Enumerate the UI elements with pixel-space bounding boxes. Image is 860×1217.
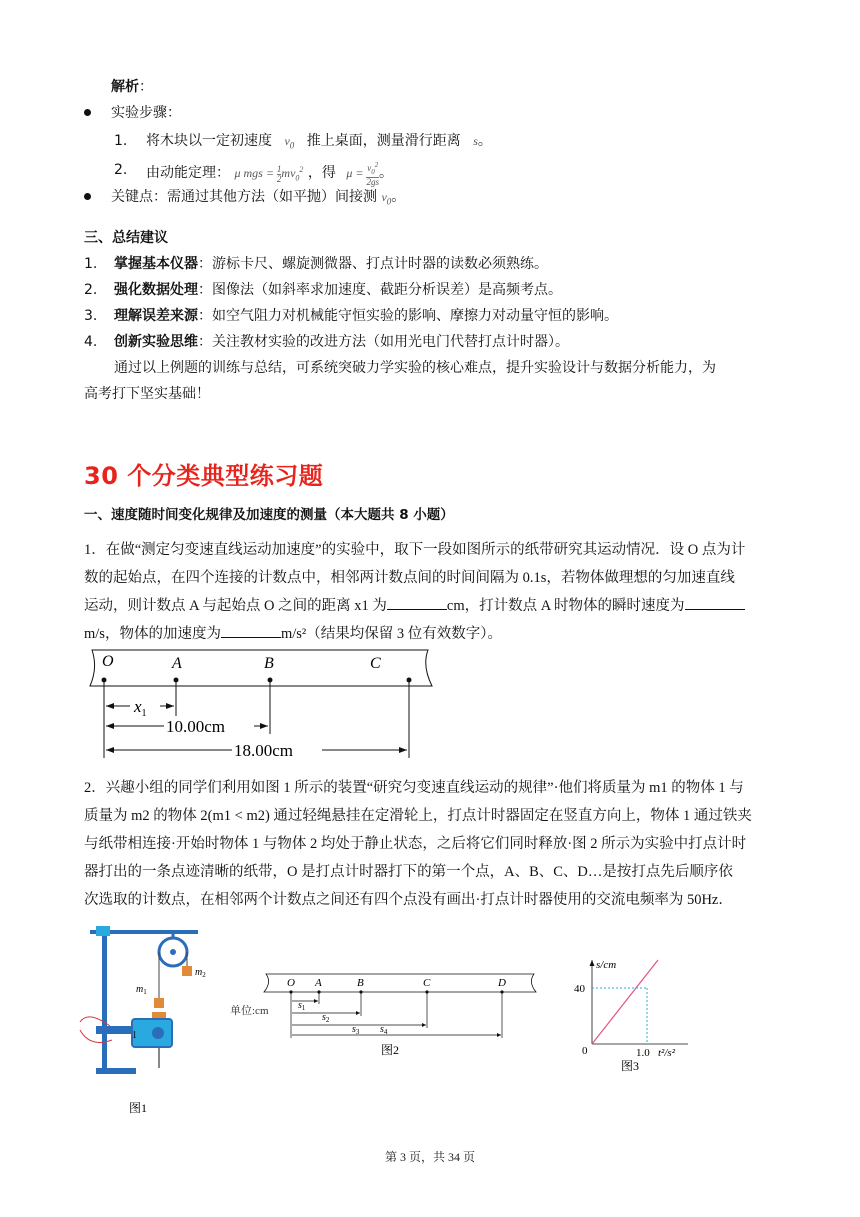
- mu-equation: μ = $\frac{v_0^2}{2gs}$: [346, 161, 379, 188]
- answer-blank[interactable]: [221, 623, 281, 638]
- fig3-caption: 图3: [620, 1059, 640, 1073]
- step1-line: [146, 131, 492, 155]
- tape-label: O: [287, 977, 295, 989]
- fig1-caption: 图1: [128, 1101, 148, 1115]
- origin-label: 0: [582, 1045, 588, 1057]
- summary-item: [114, 306, 618, 326]
- summary-heading: 三、总结建议: [84, 230, 168, 246]
- step2-mid: ，得: [307, 165, 336, 181]
- fig2-tape: [230, 970, 540, 1060]
- timer-mount: [96, 1026, 132, 1034]
- step-number: 2.: [114, 162, 128, 178]
- s2-label: $s_2$: [322, 1012, 330, 1024]
- tape-label-c: C: [370, 655, 381, 672]
- q2-text: 次选取的计数点，在相邻两个计数点之间还有四个点没有画出·打点计时器使用的交流电频率为 50Hz．: [84, 892, 733, 908]
- key-point: [111, 187, 405, 211]
- q2-text: 质量为 m2 的物体 2(m1 < m2) 通过轻绳悬挂在定滑轮上，打点计时器固定在竖直方向上，物体 1 通过铁夹: [84, 808, 752, 824]
- x-tick-label: 1.0: [636, 1047, 650, 1059]
- energy-equation: μ mgs = $\frac{1}{2}$ $mv_0^2$: [234, 163, 304, 184]
- summary-item-text: ：游标卡尺、螺旋测微器、打点计时器的读数必须熟练。: [198, 256, 548, 272]
- step2-line: [146, 160, 393, 188]
- tape-label-o: O: [102, 653, 114, 670]
- answer-blank[interactable]: [387, 595, 447, 610]
- step-title: 实验步骤：: [111, 105, 181, 121]
- summary-item-key: 创新实验思维: [114, 334, 198, 350]
- fig2-caption: 图2: [380, 1043, 400, 1057]
- step1-end: 。: [477, 133, 492, 149]
- step1-mid: 推上桌面，测量滑行距离: [306, 133, 461, 149]
- summary-closing: 高考打下坚实基础！: [84, 386, 210, 402]
- q1-text-part: 运动，则计数点 A 与起始点 O 之间的距离 x1 为: [84, 598, 387, 614]
- tape-point-c: [407, 678, 412, 683]
- x1-label: $x_1$: [134, 697, 147, 719]
- m2-label: $m_2$: [195, 967, 206, 979]
- summary-number: 2.: [84, 282, 98, 298]
- tape-label: B: [357, 977, 364, 989]
- fig1-apparatus: [76, 918, 216, 1118]
- q1-text: [84, 592, 745, 620]
- tape-label: A: [315, 977, 322, 989]
- q1-text: 1．在做“测定匀变速直线运动加速度”的实验中，取下一段如图所示的纸带研究其运动情况．设 O 点为计: [84, 542, 746, 558]
- summary-item-text: ：关注教材实验的改进方法（如用光电门代替打点计时器）。: [198, 334, 569, 350]
- s4-label: $s_4$: [380, 1024, 388, 1036]
- q1-text-part: m/s²（结果均保留 3 位有效数字）。: [280, 626, 502, 642]
- timer-dial: [152, 1027, 164, 1039]
- m1-label: $m_1$: [136, 984, 147, 996]
- stand-pole: [102, 928, 107, 1070]
- bullet-icon: [84, 193, 91, 200]
- summary-item-key: 强化数据处理: [114, 282, 198, 298]
- summary-number: 4.: [84, 334, 98, 350]
- analysis-colon: ：: [139, 79, 153, 95]
- x-axis-label: t²/s²: [658, 1047, 675, 1059]
- analysis-heading: [111, 77, 153, 97]
- pulley-axle: [170, 949, 176, 955]
- bullet-icon: [84, 109, 91, 116]
- tape-point-b: [268, 678, 273, 683]
- tape-label: D: [498, 977, 506, 989]
- tape-label-b: B: [264, 655, 274, 672]
- unit-label: 单位:cm: [230, 1005, 269, 1017]
- summary-item-key: 掌握基本仪器: [114, 256, 198, 272]
- section-heading: 一、速度随时间变化规律及加速度的测量（本大题共 8 小题）: [84, 507, 454, 523]
- arrow-icon: [590, 960, 595, 966]
- summary-closing: 通过以上例题的训练与总结，可系统突破力学实验的核心难点，提升实验设计与数据分析能力，为: [114, 360, 716, 376]
- summary-item: [114, 254, 548, 274]
- analysis-heading-text: 解析: [111, 79, 139, 95]
- y-tick-label: 40: [574, 983, 585, 995]
- clamp: [96, 926, 110, 936]
- q1-text: 数的起始点，在四个连接的计数点中，相邻两计数点间的时间间隔为 0.1s，若物体做理想的匀加速直线: [84, 570, 735, 586]
- body1-label: 1: [132, 1030, 137, 1041]
- summary-number: 1.: [84, 256, 98, 272]
- tape-outline: [264, 974, 536, 992]
- key-point-end: 。: [391, 189, 406, 205]
- q1-text: [84, 620, 502, 648]
- data-line: [592, 960, 658, 1044]
- answer-blank[interactable]: [685, 595, 745, 610]
- step1-prefix: 将木块以一定初速度: [146, 133, 272, 149]
- key-point-text: 关键点：需通过其他方法（如平抛）间接测: [111, 189, 377, 205]
- practice-title: 30 个分类典型练习题: [84, 462, 324, 490]
- distance-label: 10.00cm: [166, 717, 226, 736]
- v0-symbol: $v_0$: [381, 190, 392, 207]
- q1-text-part: m/s，物体的加速度为: [84, 626, 221, 642]
- summary-item-key: 理解误差来源: [114, 308, 198, 324]
- tape-point-o: [102, 678, 107, 683]
- fig3-graph: [570, 956, 700, 1074]
- step-number: 1.: [114, 133, 128, 149]
- page-footer: 第 3 页，共 34 页: [384, 1150, 475, 1164]
- arrow-icon: [314, 999, 501, 1037]
- q2-text: 2．兴趣小组的同学们利用如图 1 所示的装置“研究匀变速直线运动的规律”·他们将质量为 m1 的物体 1 与: [84, 780, 744, 796]
- q2-text: 与纸带相连接·开始时物体 1 与物体 2 均处于静止状态，之后将它们同时释放·图 2 所示为实验中打点计时: [84, 836, 747, 852]
- q2-text: 器打出的一条点迹清晰的纸带，O 是打点计时器打下的第一个点，A、B、C、D…是按打点先后顺序依: [84, 864, 733, 880]
- tape-label: C: [423, 977, 431, 989]
- step2-end: 。: [378, 165, 393, 181]
- summary-item-text: ：图像法（如斜率求加速度、截距分析误差）是高频考点。: [198, 282, 562, 298]
- summary-number: 3.: [84, 308, 98, 324]
- tape-point-a: [174, 678, 179, 683]
- step2-prefix: 由动能定理：: [146, 165, 230, 181]
- mass1-block: [154, 998, 164, 1008]
- distance-label: 18.00cm: [234, 741, 294, 760]
- v0-symbol: $v_0$: [284, 134, 295, 151]
- y-axis-label: s/cm: [596, 959, 617, 971]
- s1-label: $s_1$: [298, 1000, 306, 1012]
- summary-item: [114, 332, 569, 352]
- s-symbol: s: [473, 134, 478, 148]
- q1-text-part: cm，打计数点 A 时物体的瞬时速度为: [446, 598, 685, 614]
- summary-item-text: ：如空气阻力对机械能守恒实验的影响、摩擦力对动量守恒的影响。: [198, 308, 618, 324]
- q1-tape-figure: [82, 646, 442, 762]
- tape-outline: [90, 650, 432, 686]
- s3-label: $s_3$: [352, 1024, 360, 1036]
- tape-label-a: A: [172, 655, 182, 672]
- mass2-block: [182, 966, 192, 976]
- summary-item: [114, 280, 562, 300]
